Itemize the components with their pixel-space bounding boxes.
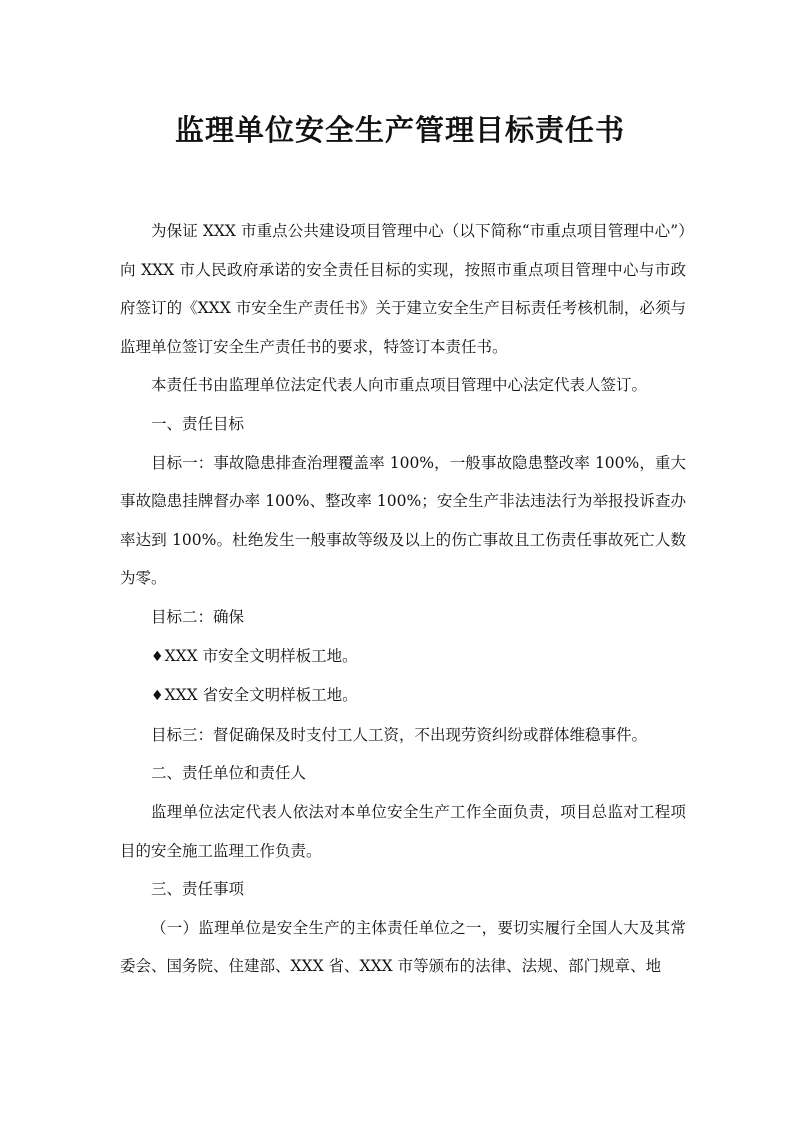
bullet-item-city	[120, 637, 686, 677]
diamond-bullet-icon: ♦	[151, 688, 164, 705]
responsibility-paragraph: 监理单位法定代表人依法对本单位安全生产工作全面负责，项目总监对工程项目的安全施工监理工作负责。	[120, 802, 686, 860]
item-one-paragraph: （一）监理单位是安全生产的主体责任单位之一，要切实履行全国人大及其常委会、国务院、住建部、XXX 省、XXX 市等颁布的法律、法规、部门规章、地	[120, 918, 686, 976]
diamond-bullet-icon: ♦	[151, 648, 164, 665]
bullet-item-province	[120, 676, 686, 716]
intro-paragraph: 为保证 XXX 市重点公共建设项目管理中心（以下简称“市重点项目管理中心”）向 XXX 市人民政府承诺的安全责任目标的实现，按照市重点项目管理中心与市政府签订的《XXX 市安全生产责任书》关于建立安全生产目标责任考核机制，必须与监理单位签订安全生产责任书的要求，特签订本责任书。	[120, 222, 686, 356]
signing-paragraph: 本责任书由监理单位法定代表人向市重点项目管理中心法定代表人签订。	[151, 376, 648, 395]
section-heading-matters: 三、责任事项	[151, 880, 245, 899]
section-heading-responsible-parties: 二、责任单位和责任人	[151, 764, 307, 783]
bullet-item-province-text: XXX 省安全文明样板工地。	[164, 686, 358, 705]
section-heading-targets: 一、责任目标	[151, 414, 245, 433]
document-body	[120, 212, 686, 986]
bullet-item-city-text: XXX 市安全文明样板工地。	[164, 646, 358, 665]
goal-one-paragraph: 目标一：事故隐患排查治理覆盖率 100%，一般事故隐患整改率 100%，重大事故隐患挂牌督办率 100%、整改率 100%；安全生产非法违法行为举报投诉查办率达到 100%。杜绝发生一般事故等级及以上的伤亡事故且工伤责任事故死亡人数为零。	[120, 453, 686, 588]
goal-three-paragraph: 目标三：督促确保及时支付工人工资，不出现劳资纠纷或群体维稳事件。	[151, 725, 648, 744]
document-title: 监理单位安全生产管理目标责任书	[174, 113, 625, 147]
goal-two-paragraph: 目标二：确保	[151, 607, 245, 626]
